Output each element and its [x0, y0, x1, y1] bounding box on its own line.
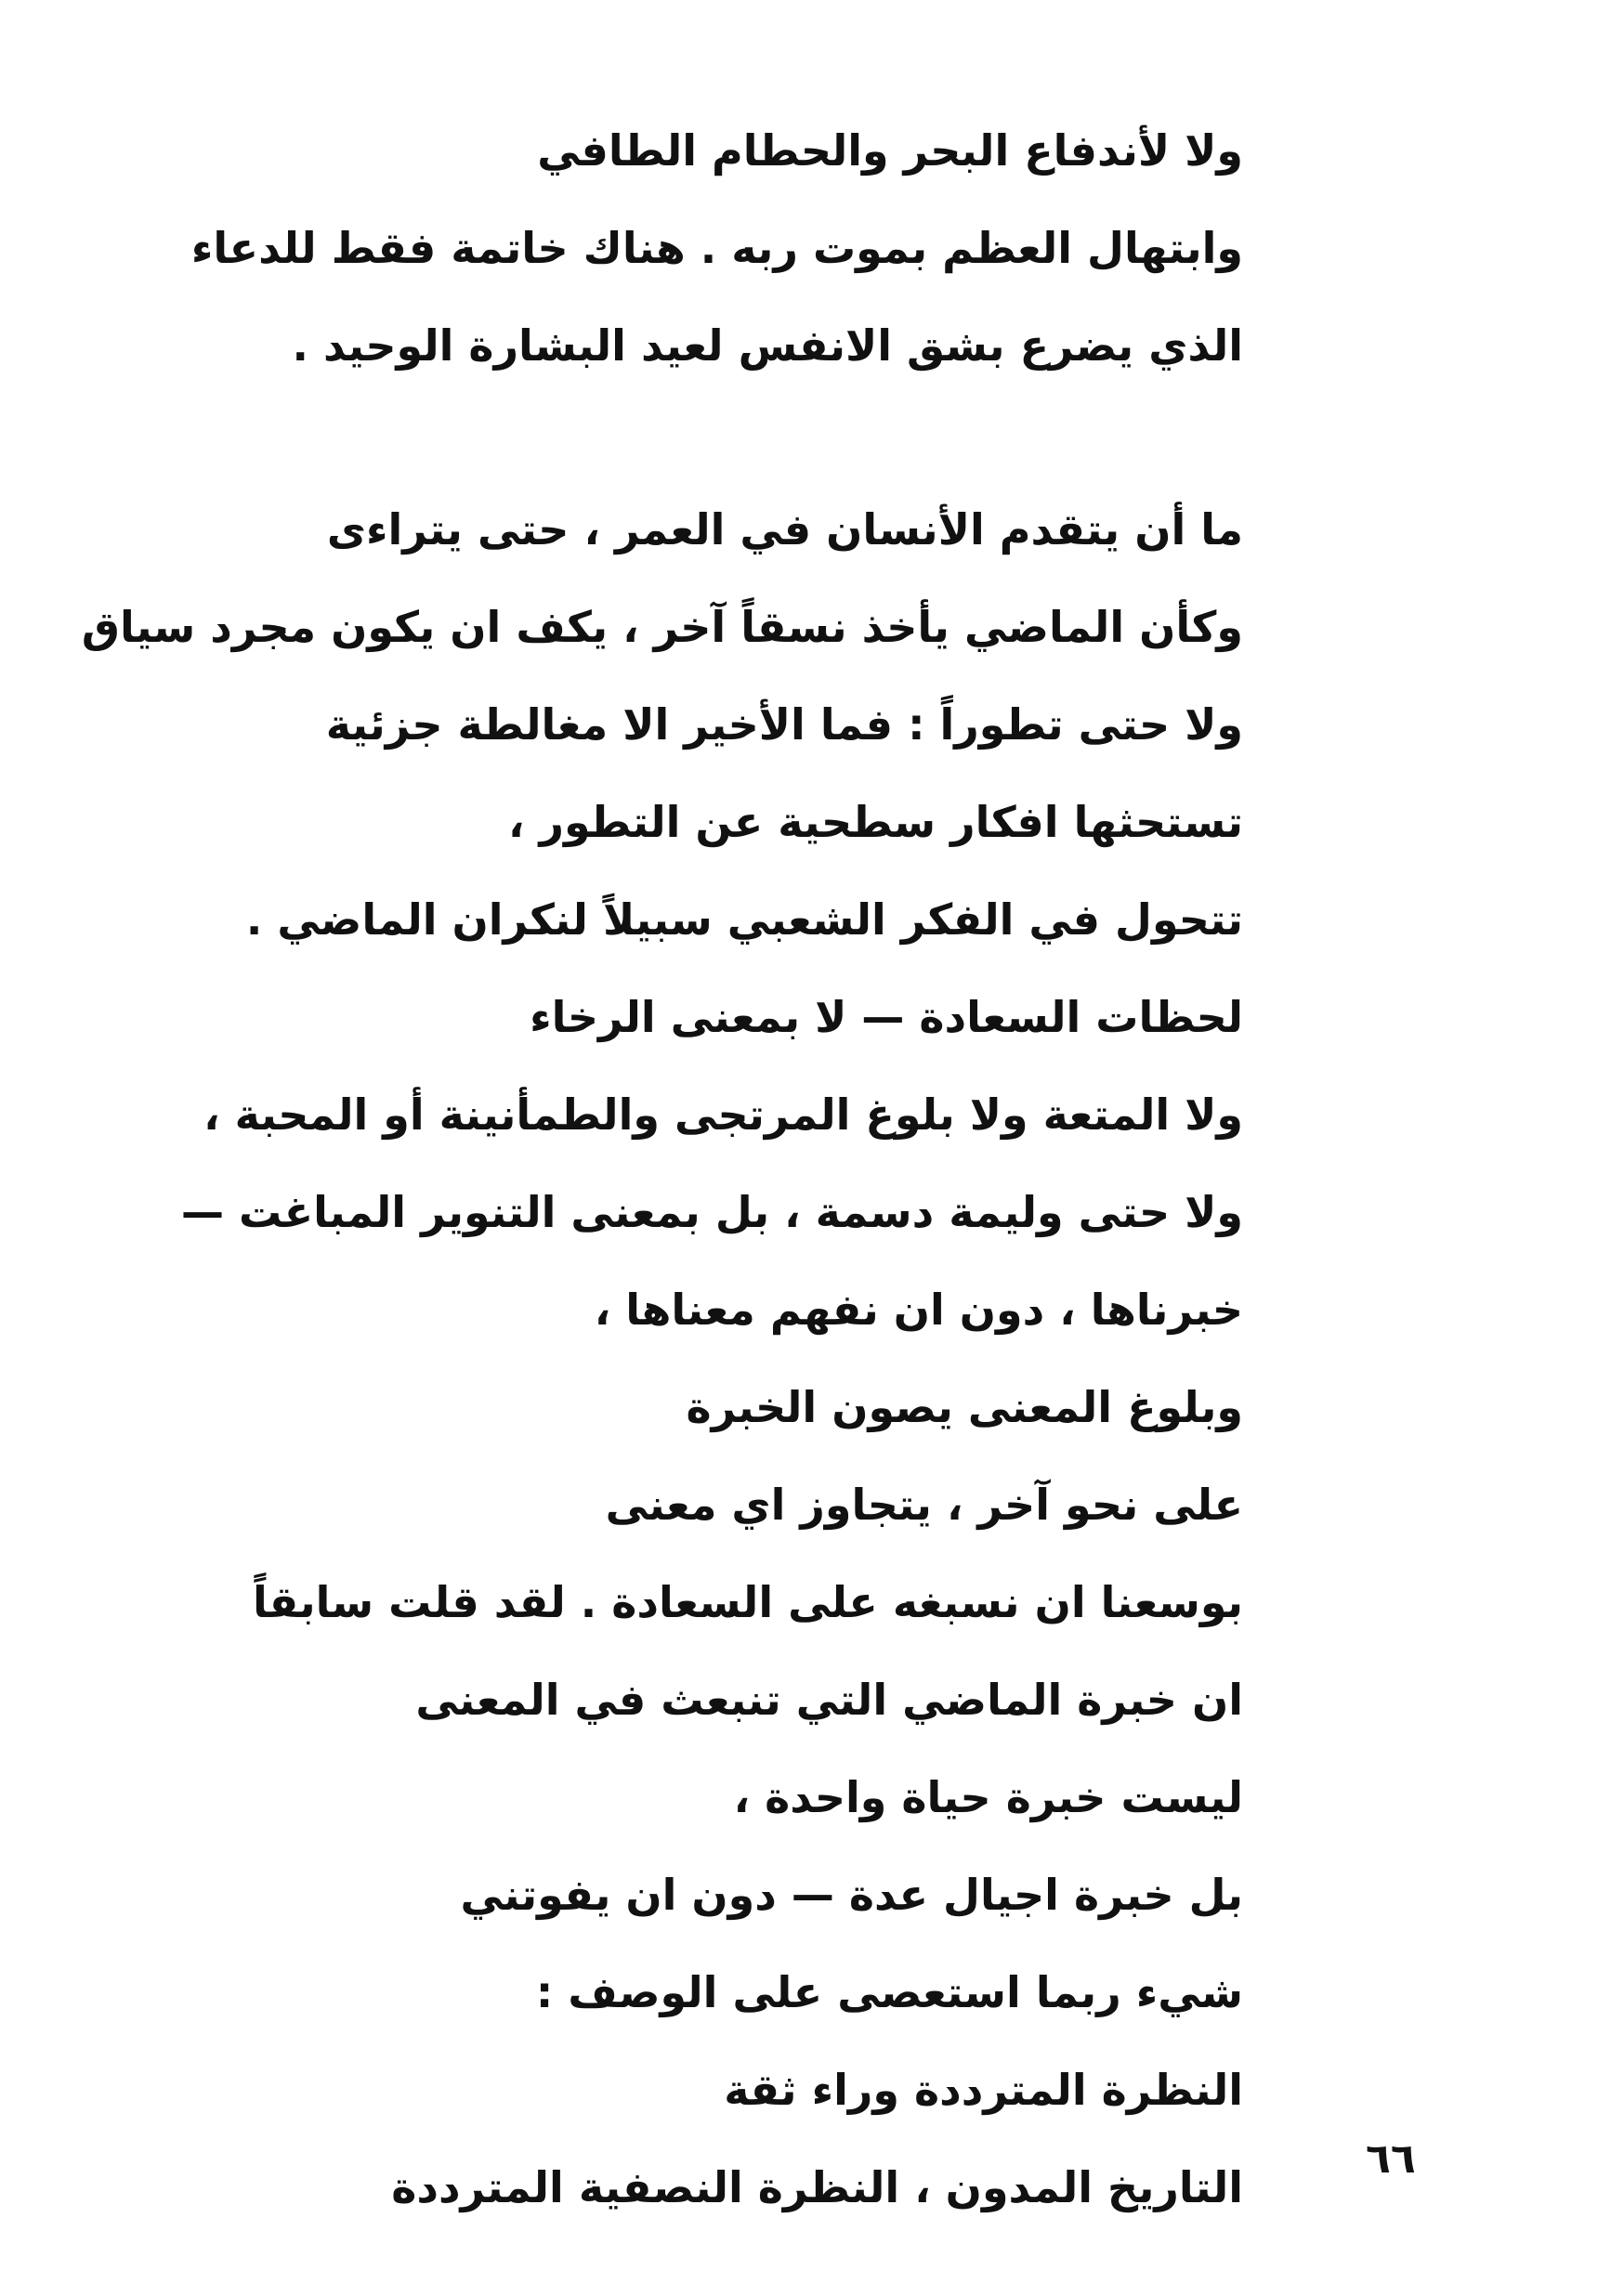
stanza-1 — [128, 102, 1243, 395]
poem-line: ولا حتى وليمة دسمة ، بل بمعنى التنوير المباغت — — [181, 1187, 1243, 1237]
poem-line: وابتهال العظم بموت ربه . هناك خاتمة فقط للدعاء — [190, 223, 1243, 273]
poem-line: ولا المتعة ولا بلوغ المرتجى والطمأنينة أو المحبة ، — [203, 1089, 1243, 1140]
poem-line: وكأن الماضي يأخذ نسقاً آخر ، يكف ان يكون مجرد سياق — [81, 602, 1243, 652]
poem-line: شيء ربما استعصى على الوصف : — [535, 1967, 1243, 2017]
poem-line: على نحو آخر ، يتجاوز اي معنى — [605, 1480, 1243, 1530]
poem-line: تتحول في الفكر الشعبي سبيلاً لنكران الماضي . — [245, 894, 1243, 945]
poem-line: لحظات السعادة — لا بمعنى الرخاء — [530, 992, 1243, 1042]
stanza-2 — [81, 481, 1243, 2237]
poem-line: بوسعنا ان نسبغه على السعادة . لقد قلت سابقاً — [253, 1577, 1243, 1627]
poem-line: تستحثها افكار سطحية عن التطور ، — [507, 797, 1243, 847]
poem-line: بل خبرة اجيال عدة — دون ان يفوتني — [460, 1870, 1243, 1920]
poem-line: خبرناها ، دون ان نفهم معناها ، — [594, 1285, 1243, 1335]
poem-line: الذي يضرع بشق الانفس لعيد البشارة الوحيد . — [292, 320, 1243, 371]
poem-line: النظرة المترددة وراء ثقة — [724, 2065, 1243, 2115]
poem-line: ان خبرة الماضي التي تنبعث في المعنى — [415, 1675, 1243, 1725]
page-number: ٦٦ — [1366, 2135, 1416, 2183]
poem-text — [81, 102, 1243, 2237]
poem-line: ولا لأندفاع البحر والحطام الطافي — [537, 125, 1243, 176]
poem-line: ما أن يتقدم الأنسان في العمر ، حتى يتراءى — [326, 504, 1243, 554]
poem-line: التاريخ المدون ، النظرة النصفية المترددة — [391, 2162, 1243, 2212]
poem-line: وبلوغ المعنى يصون الخبرة — [686, 1382, 1243, 1432]
poem-line: ولا حتى تطوراً : فما الأخير الا مغالطة جزئية — [325, 699, 1243, 750]
poem-line: ليست خبرة حياة واحدة ، — [733, 1772, 1243, 1822]
